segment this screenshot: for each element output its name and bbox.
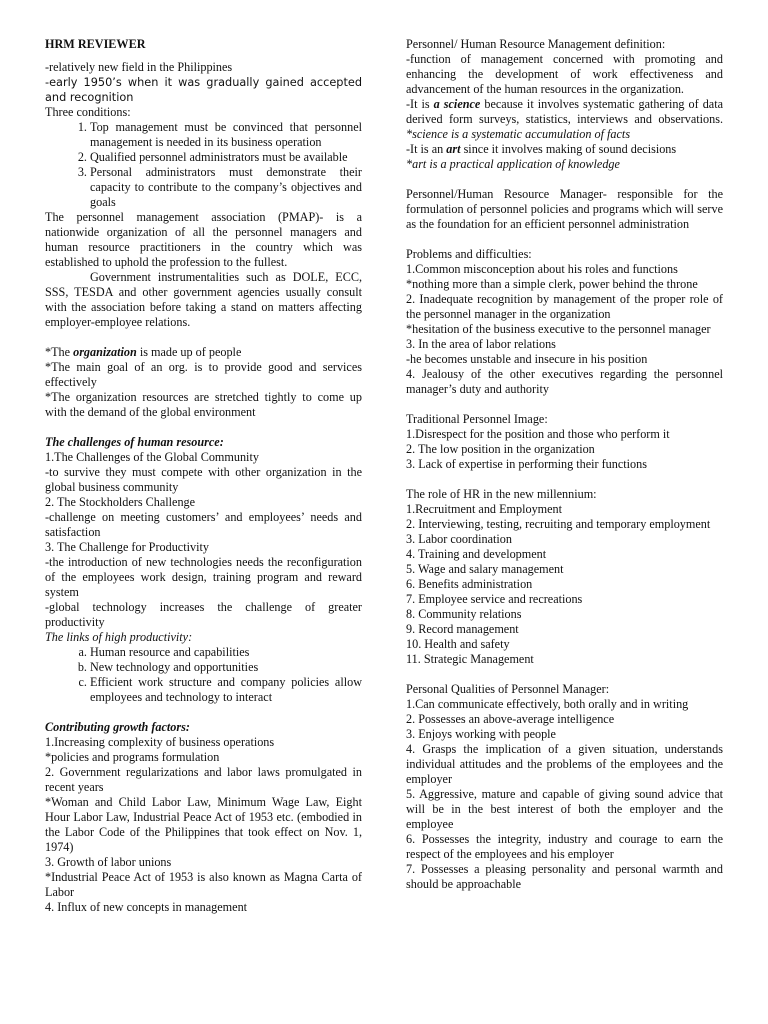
traditional-image-heading: Traditional Personnel Image: bbox=[406, 412, 548, 426]
links-heading: The links of high productivity: bbox=[45, 630, 193, 644]
problem-item: 2. Inadequate recognition by management of the proper role of the personnel manager in the organization bbox=[406, 292, 723, 321]
challenge-2-text: -challenge on meeting customers’ and employees’ needs and satisfaction bbox=[45, 510, 362, 539]
quality-item: 4. Grasps the implication of a given situation, understands individual attitudes and the problems of the employees and the employer bbox=[406, 742, 723, 786]
science-note: *science is a systematic accumulation of facts bbox=[406, 127, 631, 141]
challenges-heading: The challenges of human resource: bbox=[45, 435, 224, 449]
condition-item: 2. Qualified personnel administrators must be available bbox=[90, 150, 362, 165]
organization-line: *The organization is made up of people bbox=[45, 345, 242, 359]
science-line: -It is a science because it involves systematic gathering of data derived form surveys, statistics, interviews and observations. *science is a systematic accumulation of facts bbox=[406, 97, 723, 141]
problem-item: -he becomes unstable and insecure in his position bbox=[406, 352, 648, 366]
problem-item: *hesitation of the business executive to the personnel manager bbox=[406, 322, 711, 336]
growth-factor-2-text: *Woman and Child Labor Law, Minimum Wage Law, Eight Hour Labor Law, Industrial Peace Act of 1953 etc. (embodied in the Labor Code of the Philippines that took effect on Nov. 1, 1974) bbox=[45, 795, 362, 854]
link-item: a. Human resource and capabilities bbox=[90, 645, 362, 660]
government-paragraph: Government instrumentalities such as DOLE, ECC, SSS, TESDA and other government agencies usually consult with the association before taking a stand on matters affecting employer-employee relations. bbox=[45, 270, 362, 329]
conditions-heading: Three conditions: bbox=[45, 105, 131, 119]
condition-item: 1. Top management must be convinced that personnel management is needed in its business operation bbox=[90, 120, 362, 150]
hr-role-item: 6. Benefits administration bbox=[406, 577, 533, 591]
challenge-3-text-1: -the introduction of new technologies needs the reconfiguration of the employees work design, training program and reward system bbox=[45, 555, 362, 599]
definition-heading: Personnel/ Human Resource Management definition: bbox=[406, 37, 666, 51]
quality-item: 2. Possesses an above-average intelligence bbox=[406, 712, 615, 726]
art-note: *art is a practical application of knowledge bbox=[406, 157, 620, 171]
problem-item: 3. In the area of labor relations bbox=[406, 337, 556, 351]
quality-item: 5. Aggressive, mature and capable of giving sound advice that will be in the best interest of both the employer and the employee bbox=[406, 787, 723, 831]
hr-role-item: 4. Training and development bbox=[406, 547, 547, 561]
art-line: -It is an art since it involves making of sound decisions bbox=[406, 142, 677, 156]
growth-factor-2: 2. Government regularizations and labor laws promulgated in recent years bbox=[45, 765, 362, 794]
problem-item: *nothing more than a simple clerk, power behind the throne bbox=[406, 277, 698, 291]
challenge-1-text: -to survive they must compete with other organization in the global business community bbox=[45, 465, 362, 494]
challenge-3-text-2: -global technology increases the challenge of greater productivity bbox=[45, 600, 362, 629]
links-list bbox=[45, 645, 362, 705]
conditions-list bbox=[45, 120, 362, 210]
traditional-image-item: 2. The low position in the organization bbox=[406, 442, 595, 456]
quality-item: 7. Possesses a pleasing personality and personal warmth and should be approachable bbox=[406, 862, 723, 891]
quality-item: 6. Possesses the integrity, industry and courage to earn the respect of the employees and his employer bbox=[406, 832, 723, 861]
goal-line: *The main goal of an org. is to provide good and services effectively bbox=[45, 360, 362, 389]
right-column bbox=[406, 37, 723, 892]
traditional-image-item: 1.Disrespect for the position and those who perform it bbox=[406, 427, 670, 441]
condition-item: 3. Personal administrators must demonstrate their capacity to contribute to the company’s objectives and goals bbox=[90, 165, 362, 210]
hr-role-item: 8. Community relations bbox=[406, 607, 522, 621]
hr-role-item: 1.Recruitment and Employment bbox=[406, 502, 563, 516]
document-title: HRM REVIEWER bbox=[45, 37, 146, 51]
hr-role-item: 5. Wage and salary management bbox=[406, 562, 564, 576]
growth-factor-1-text: *policies and programs formulation bbox=[45, 750, 220, 764]
traditional-image-item: 3. Lack of expertise in performing their functions bbox=[406, 457, 647, 471]
growth-factor-4: 4. Influx of new concepts in management bbox=[45, 900, 248, 914]
hr-role-item: 9. Record management bbox=[406, 622, 519, 636]
hr-role-item: 2. Interviewing, testing, recruiting and temporary employment bbox=[406, 517, 711, 531]
problem-item: 1.Common misconception about his roles and functions bbox=[406, 262, 678, 276]
intro-line-1: -relatively new field in the Philippines bbox=[45, 60, 233, 74]
pmap-paragraph: The personnel management association (PMAP)- is a nationwide organization of all the personnel managers and human resource practitioners in the country which was established to uphold the profession to the fullest. bbox=[45, 210, 362, 269]
intro-line-2: -early 1950’s when it was gradually gained accepted and recognition bbox=[45, 76, 362, 104]
science-term: a science bbox=[433, 97, 481, 111]
link-item: c. Efficient work structure and company policies allow employees and technology to interact bbox=[90, 675, 362, 705]
definition-text: -function of management concerned with promoting and enhancing the development of work effectiveness and advancement of the human resources in the organization. bbox=[406, 52, 723, 96]
hr-role-heading: The role of HR in the new millennium: bbox=[406, 487, 597, 501]
hr-role-item: 3. Labor coordination bbox=[406, 532, 512, 546]
growth-factor-1: 1.Increasing complexity of business operations bbox=[45, 735, 275, 749]
link-item: b. New technology and opportunities bbox=[90, 660, 362, 675]
quality-item: 1.Can communicate effectively, both orally and in writing bbox=[406, 697, 689, 711]
qualities-heading: Personal Qualities of Personnel Manager: bbox=[406, 682, 610, 696]
hr-role-item: 11. Strategic Management bbox=[406, 652, 534, 666]
quality-item: 3. Enjoys working with people bbox=[406, 727, 556, 741]
growth-factors-heading: Contributing growth factors: bbox=[45, 720, 190, 734]
problems-heading: Problems and difficulties: bbox=[406, 247, 532, 261]
hr-role-item: 10. Health and safety bbox=[406, 637, 510, 651]
challenge-2-title: 2. The Stockholders Challenge bbox=[45, 495, 196, 509]
challenge-1-title: 1.The Challenges of the Global Community bbox=[45, 450, 259, 464]
growth-factor-3-text: *Industrial Peace Act of 1953 is also known as Magna Carta of Labor bbox=[45, 870, 362, 899]
resources-line: *The organization resources are stretched tightly to come up with the demand of the global environment bbox=[45, 390, 362, 419]
hr-role-item: 7. Employee service and recreations bbox=[406, 592, 583, 606]
challenge-3-title: 3. The Challenge for Productivity bbox=[45, 540, 209, 554]
left-column bbox=[45, 37, 362, 915]
manager-paragraph: Personnel/Human Resource Manager- responsible for the formulation of personnel policies and programs which will serve as the foundation for an efficient personnel administration bbox=[406, 187, 723, 231]
art-term: art bbox=[446, 142, 461, 156]
growth-factor-3: 3. Growth of labor unions bbox=[45, 855, 172, 869]
organization-term: organization bbox=[73, 345, 137, 359]
problem-item: 4. Jealousy of the other executives regarding the personnel manager’s duty and authority bbox=[406, 367, 723, 396]
